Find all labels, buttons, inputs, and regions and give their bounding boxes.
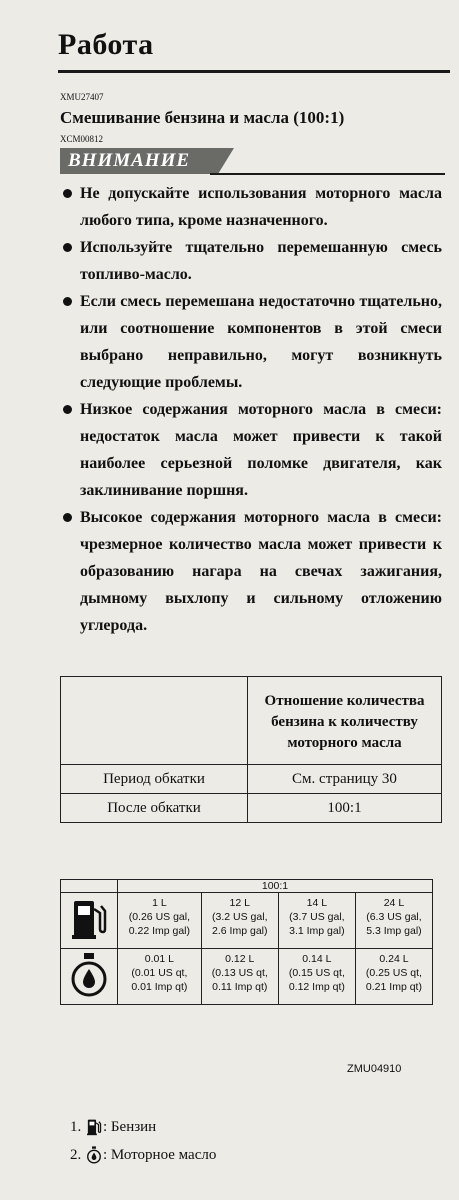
- mix-table-corner: [61, 880, 118, 893]
- fuel-cell: 1 L (0.26 US gal, 0.22 Imp gal): [118, 893, 202, 949]
- legend-item: 2. : Моторное масло: [70, 1147, 217, 1163]
- warning-header: [60, 148, 445, 176]
- legend: [70, 1113, 216, 1169]
- oil-cell: 0.01 L (0.01 US qt, 0.01 Imp qt): [118, 949, 202, 1005]
- ratio-table: [60, 676, 442, 823]
- bullet-dot: [63, 405, 72, 414]
- fuel-pump-icon: [61, 893, 118, 949]
- bullet-item: Высокое содержания моторного масла в смеси: чрезмерное количество масла может привести к образованию нагара на свечах зажигания, дымному выхлопу и сильному отложению углерода.: [60, 504, 442, 639]
- bullet-item: Если смесь перемешана недостаточно тщательно, или соотношение компонентов в этой смеси выбрано неправильно, могут возникнуть следующие проблемы.: [60, 288, 442, 396]
- bullet-dot: [63, 243, 72, 252]
- oil-cell: 0.24 L (0.25 US qt, 0.21 Imp qt): [355, 949, 432, 1005]
- table-row: [61, 893, 433, 949]
- oil-can-icon: [61, 949, 118, 1005]
- warning-code: XCM00812: [60, 134, 104, 144]
- ratio-row-label: Период обкатки: [61, 765, 248, 794]
- table-row: [61, 765, 442, 794]
- bullet-dot: [63, 297, 72, 306]
- fuel-cell: 12 L (3.2 US gal, 2.6 Imp gal): [201, 893, 278, 949]
- warning-bullets: [60, 180, 442, 639]
- bullet-dot: [63, 513, 72, 522]
- title-rule: [58, 70, 450, 73]
- warning-rule: [210, 173, 445, 175]
- bullet-item: Не допускайте использования моторного масла любого типа, кроме назначенного.: [60, 180, 442, 234]
- bullet-dot: [63, 189, 72, 198]
- ratio-row-value: См. страницу 30: [248, 765, 442, 794]
- oil-cell: 0.12 L (0.13 US qt, 0.11 Imp qt): [201, 949, 278, 1005]
- fuel-cell: 14 L (3.7 US gal, 3.1 Imp gal): [278, 893, 355, 949]
- fuel-pump-icon: [86, 1118, 102, 1136]
- table-row: [61, 794, 442, 823]
- mix-table: [60, 879, 433, 1005]
- bullet-item: Низкое содержания моторного масла в смеси: недостаток масла может привести к такой наиболее серьезной поломке двигателя, как заклинивание поршня.: [60, 396, 442, 504]
- bullet-item: Используйте тщательно перемешанную смесь топливо-масло.: [60, 234, 442, 288]
- ratio-table-header: Отношение количества бензина к количеству моторного масла: [248, 677, 442, 765]
- warning-label: ВНИМАНИЕ: [60, 148, 218, 174]
- fuel-cell: 24 L (6.3 US gal, 5.3 Imp gal): [355, 893, 432, 949]
- oil-can-icon: [86, 1146, 102, 1164]
- ratio-table-empty-cell: [61, 677, 248, 765]
- table-row: [61, 949, 433, 1005]
- mix-ratio: 100:1: [118, 880, 433, 893]
- ratio-row-label: После обкатки: [61, 794, 248, 823]
- page-title: Работа: [58, 28, 154, 61]
- figure-code: ZMU04910: [347, 1063, 402, 1075]
- oil-cell: 0.14 L (0.15 US qt, 0.12 Imp qt): [278, 949, 355, 1005]
- section-code: XMU27407: [60, 92, 104, 102]
- legend-item: 1. : Бензин: [70, 1119, 157, 1135]
- ratio-row-value: 100:1: [248, 794, 442, 823]
- section-title: Смешивание бензина и масла (100:1): [60, 108, 345, 127]
